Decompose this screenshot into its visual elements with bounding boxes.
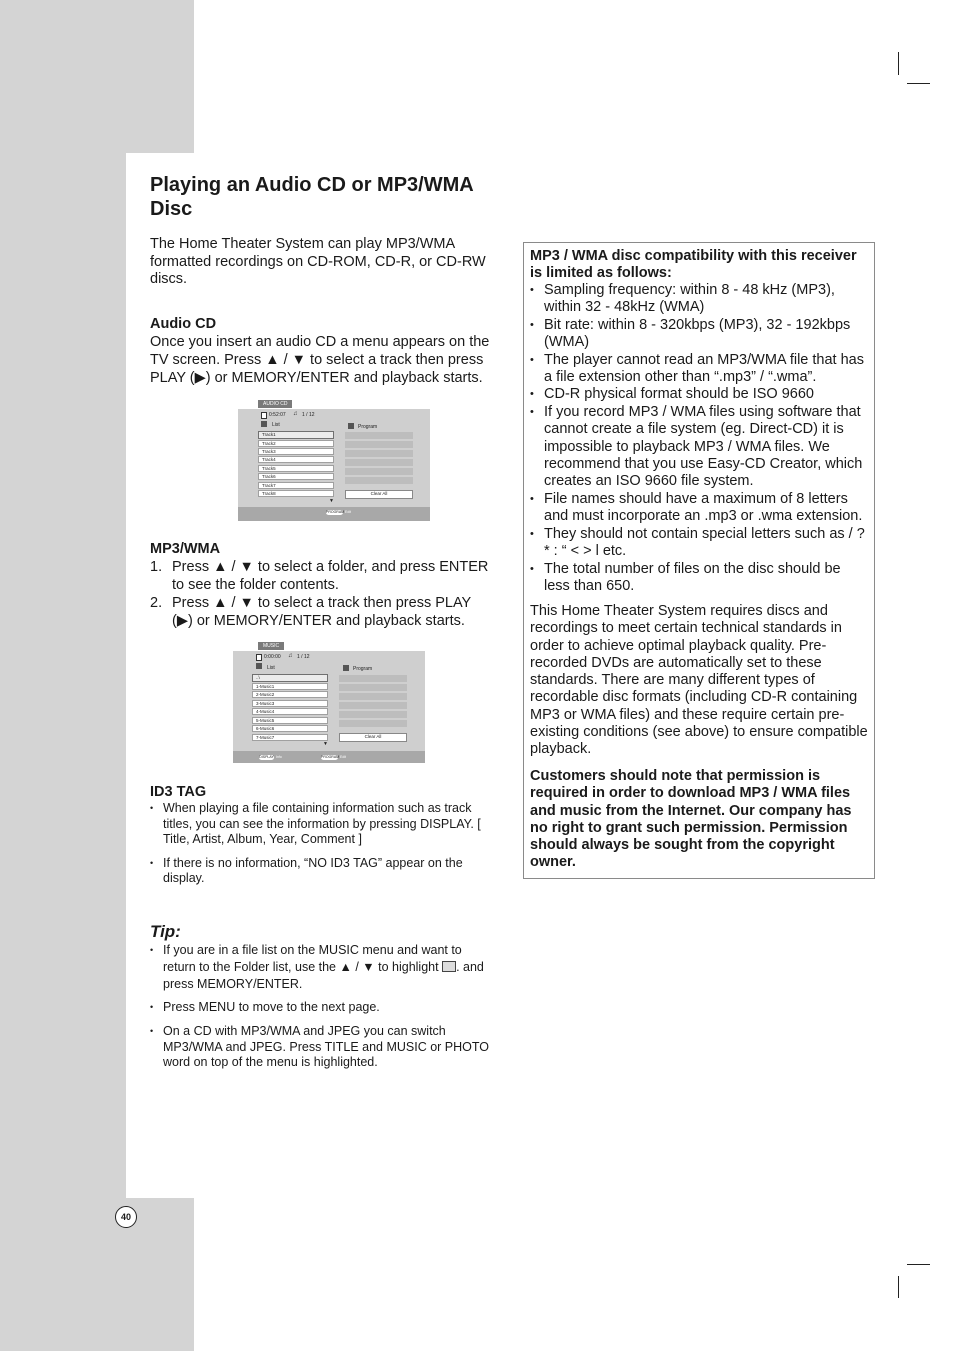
track-item[interactable]: Track7 (258, 482, 334, 489)
compat-bullet: • If you record MP3 / WMA files using software that cannot create a file system (eg. Direct-CD) it is impossible to playback MP3 / WMA files. We recommend that you use Easy-CD Creator, which creates an ISO 9660 file system. (530, 404, 870, 491)
clear-all-button[interactable]: Clear All (339, 733, 407, 742)
track-item[interactable]: Track3 (258, 448, 334, 455)
step-2 (150, 595, 495, 630)
tip-heading: Tip: (150, 922, 181, 941)
program-button-label: Edit (345, 510, 352, 514)
program-slot (345, 459, 413, 466)
compat-bullet: • Sampling frequency: within 8 - 48 kHz (MP3), within 32 - 48kHz (WMA) (530, 282, 870, 317)
compat-bullet: • The total number of files on the disc should be less than 650. (530, 561, 870, 596)
mp3-heading: MP3/WMA (150, 541, 221, 557)
margin-band-left (0, 153, 126, 1198)
crop-mark (898, 1276, 899, 1298)
list-icon (256, 663, 262, 669)
track-count: 1 / 12 (302, 412, 315, 418)
clear-all-button[interactable]: Clear All (345, 490, 413, 499)
compat-bullet: • Bit rate: within 8 - 320kbps (MP3), 32 - 192kbps (WMA) (530, 317, 870, 352)
compatibility-heading: MP3 / WMA disc compatibility with this receiver is limited as follows: (530, 248, 857, 281)
screen-title: MUSIC (258, 642, 284, 650)
program-label: Program (353, 666, 373, 672)
program-button-label: Edit (340, 755, 347, 759)
folder-up-icon (442, 961, 456, 972)
step-number: 2. (150, 595, 163, 611)
track-item[interactable]: Track1 (258, 431, 334, 439)
list-label: List (272, 422, 280, 428)
track-item[interactable]: 7-Music7 (252, 734, 328, 741)
compat-bullet: • The player cannot read an MP3/WMA file that has a file extension other than “.mp3” / “.wma”. (530, 352, 870, 387)
elapsed-time: 0:00:00 (264, 654, 281, 660)
program-slot (339, 702, 407, 709)
mp3-steps (150, 559, 495, 631)
audio-cd-menu-screen (238, 401, 430, 521)
list-icon (261, 421, 267, 427)
disc-icon (261, 412, 267, 419)
page-title: Playing an Audio CD or MP3/WMA Disc (150, 174, 473, 220)
page-number: 40 (115, 1206, 137, 1228)
standards-paragraph: This Home Theater System requires discs and recordings to meet certain technical standards in order to achieve optimal playback quality. Pre-recorded DVDs are automatically set to these standards. There are many different types of recordable disc formats (including CD-R containing MP3 or WMA files) and these require certain pre-existing conditions (see above) to ensure compatible playback. (530, 603, 868, 758)
folder-up-item[interactable]: ..\ (252, 674, 328, 682)
crop-mark (907, 83, 930, 84)
program-slot (345, 441, 413, 448)
compat-bullet: • CD-R physical format should be ISO 9660 (530, 386, 870, 403)
crop-mark (898, 52, 899, 75)
step-1 (150, 559, 495, 594)
step-text: Press ▲ / ▼ to select a folder, and press ENTER to see the folder contents. (172, 559, 489, 593)
track-item[interactable]: 5-Music5 (252, 717, 328, 724)
compat-bullet: • They should not contain special letters such as / ? * : “ < > l etc. (530, 526, 870, 561)
music-note-icon: ♫ (288, 653, 293, 659)
program-button[interactable]: PROGRAM (321, 755, 340, 759)
id3-heading: ID3 TAG (150, 784, 207, 800)
crop-mark (907, 1264, 930, 1265)
elapsed-time: 0:52:07 (269, 412, 286, 418)
track-item[interactable]: Track2 (258, 440, 334, 447)
margin-band-bottom (0, 1198, 194, 1351)
program-slot (339, 720, 407, 727)
intro-paragraph: The Home Theater System can play MP3/WMA formatted recordings on CD-ROM, CD-R, or CD-RW discs. (150, 236, 486, 287)
step-text: Press ▲ / ▼ to select a track then press PLAY (▶) or MEMORY/ENTER and playback starts. (172, 595, 471, 629)
tip-list (150, 942, 495, 1071)
tip-bullet: • On a CD with MP3/WMA and JPEG you can switch MP3/WMA and JPEG. Press TITLE and MUSIC or PHOTO word on top of the menu is highlighted. (150, 1024, 495, 1071)
program-label: Program (358, 424, 378, 430)
tip-bullet (150, 942, 495, 993)
program-slot (339, 684, 407, 691)
audio-cd-heading: Audio CD (150, 316, 217, 332)
id3-list (150, 801, 495, 887)
display-button[interactable]: DISPLAY (259, 755, 274, 759)
music-menu-screen (233, 643, 425, 763)
program-slot (339, 711, 407, 718)
program-icon (348, 423, 354, 429)
screen-title: AUDIO CD (258, 400, 292, 408)
program-slot (345, 477, 413, 484)
track-item[interactable]: 2-Music2 (252, 691, 328, 698)
track-item[interactable]: 6-Music6 (252, 725, 328, 732)
compatibility-list (530, 282, 870, 595)
permission-notice: Customers should note that permission is required in order to download MP3 / WMA files and music from the Internet. Our company has no right to grant such permission. Permission should always be sought from the copyright owner. (530, 768, 852, 871)
track-item[interactable]: 4-Music4 (252, 708, 328, 715)
tip-bullet-text: If you are in a file list on the MUSIC menu and want to return to the Folder list, use the ▲ / ▼ to highlight (163, 943, 462, 974)
program-slot (339, 675, 407, 682)
id3-bullet: • When playing a file containing information such as track titles, you can see the information by pressing DISPLAY. [ Title, Artist, Album, Year, Comment ] (150, 801, 495, 848)
list-label: List (267, 665, 275, 671)
music-note-icon: ♫ (293, 411, 298, 417)
program-slot (345, 432, 413, 439)
track-item[interactable]: Track8 (258, 490, 334, 497)
disc-icon (256, 654, 262, 661)
program-button[interactable]: PROGRAM (326, 510, 345, 514)
margin-band-top (0, 0, 194, 153)
track-item[interactable]: Track4 (258, 456, 334, 463)
tip-bullet: • Press MENU to move to the next page. (150, 999, 495, 1016)
id3-bullet: • If there is no information, “NO ID3 TAG” appear on the display. (150, 856, 495, 887)
display-button-label: Info (276, 755, 282, 759)
track-item[interactable]: 3-Music3 (252, 700, 328, 707)
program-icon (343, 665, 349, 671)
scroll-down-icon[interactable]: ▼ (323, 741, 328, 747)
track-count: 1 / 12 (297, 654, 310, 660)
program-slot (339, 693, 407, 700)
audio-cd-paragraph: Once you insert an audio CD a menu appears on the TV screen. Press ▲ / ▼ to select a track then press PLAY (▶) or MEMORY/ENTER and playback starts. (150, 334, 490, 386)
step-number: 1. (150, 559, 163, 575)
scroll-down-icon[interactable]: ▼ (329, 498, 334, 504)
tip-bullet-text: . and press MEMORY/ENTER. (163, 960, 484, 991)
program-slot (345, 450, 413, 457)
track-item[interactable]: Track6 (258, 473, 334, 480)
track-item[interactable]: 1-Music1 (252, 683, 328, 690)
track-item[interactable]: Track5 (258, 465, 334, 472)
compat-bullet: • File names should have a maximum of 8 letters and must incorporate an .mp3 or .wma extension. (530, 491, 870, 526)
program-slot (345, 468, 413, 475)
